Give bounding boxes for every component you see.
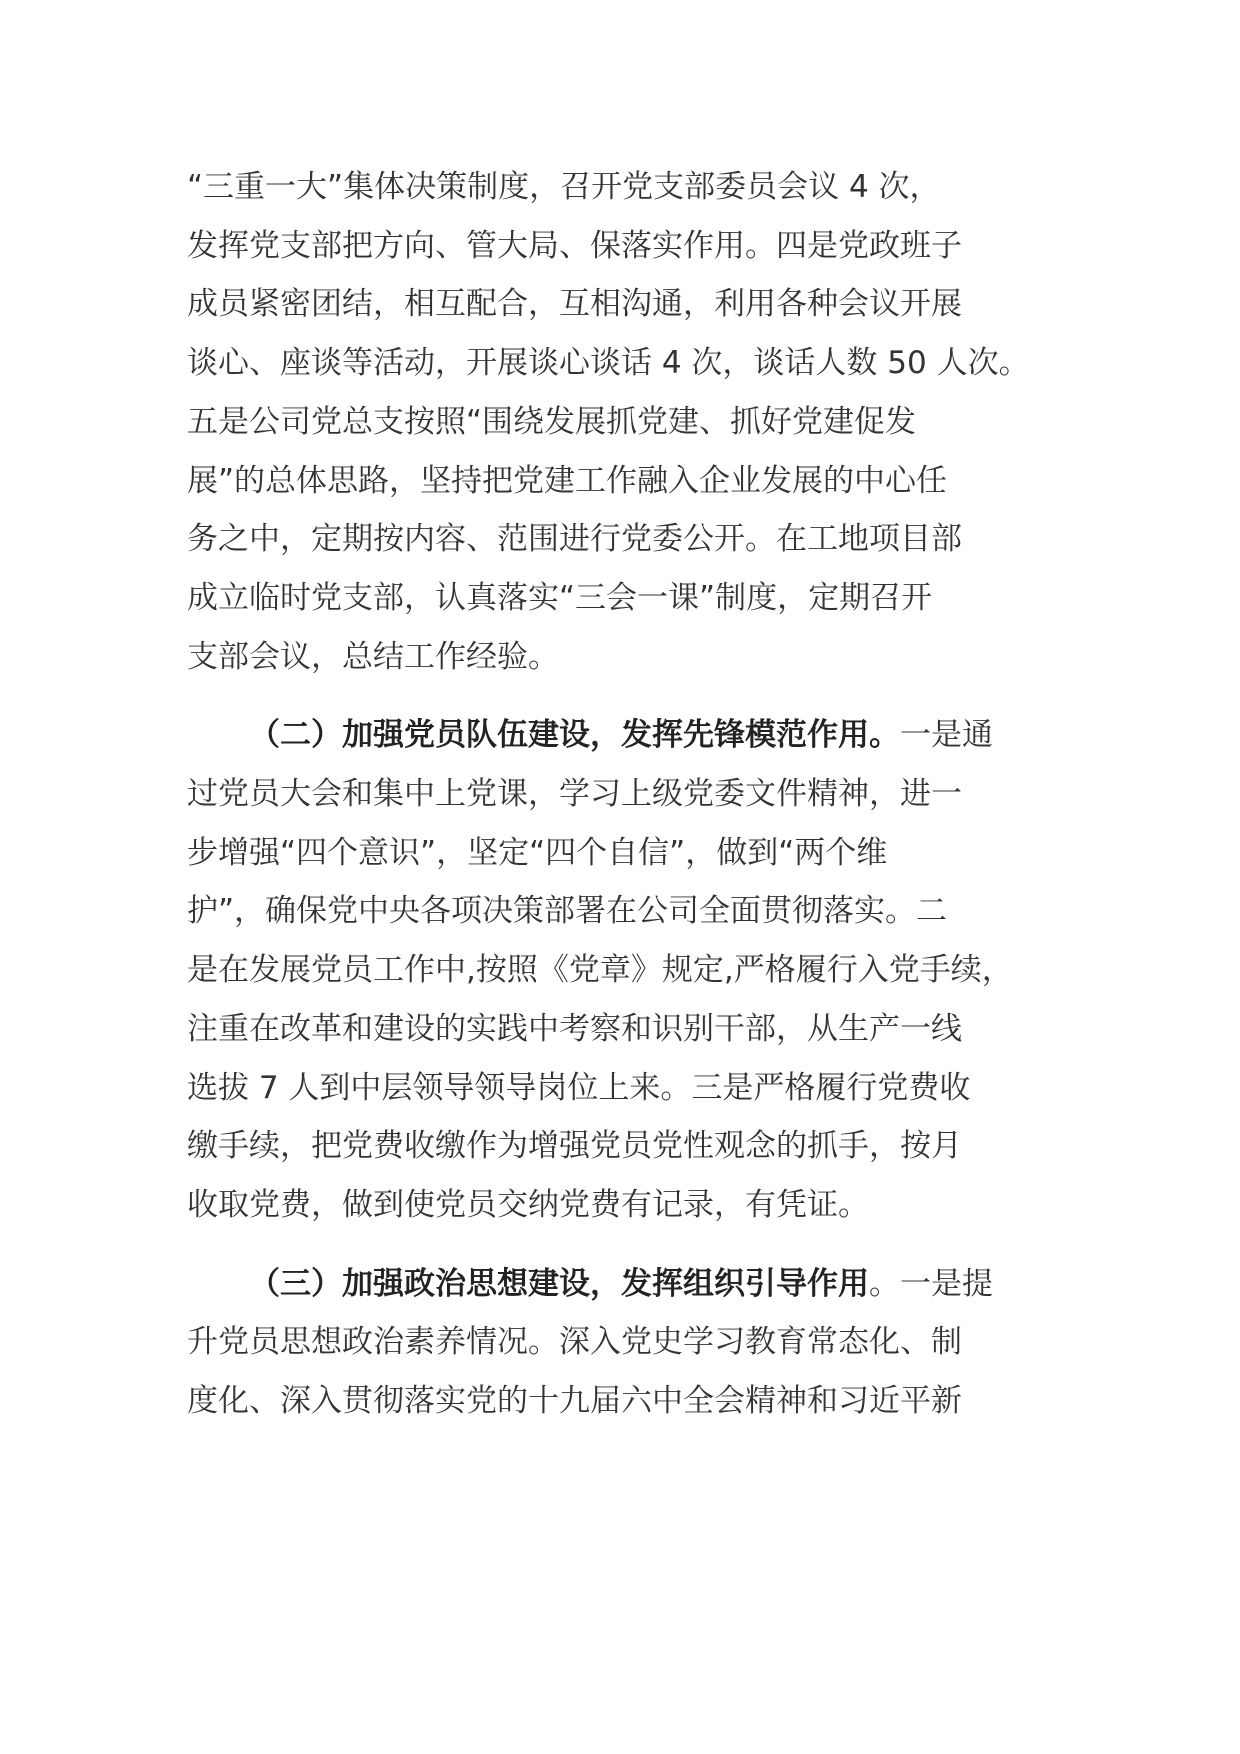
text-line: 成员紧密团结，相互配合，互相沟通，利用各种会议开展 — [187, 286, 962, 323]
paragraph-1 — [187, 158, 1067, 686]
text-line: 护”，确保党中央各项决策部署在公司全面贯彻落实。二 — [187, 893, 948, 930]
document-body — [187, 158, 1067, 1431]
paragraph-spacing — [187, 686, 1067, 706]
paragraph-3-first-line — [187, 1255, 1067, 1314]
text-line: 选拔 7 人到中层领导领导岗位上来。三是严格履行党费收 — [187, 1069, 971, 1106]
text-line: 收取党费，做到使党员交纳党费有记录，有凭证。 — [187, 1186, 869, 1223]
text-line: 升党员思想政治素养情况。深入党史学习教育常态化、制 — [187, 1324, 962, 1361]
text-line: 务之中，定期按内容、范围进行党委公开。在工地项目部 — [187, 521, 962, 558]
paragraph-3 — [187, 1255, 1067, 1431]
text-line: 展”的总体思路，坚持把党建工作融入企业发展的中心任 — [187, 462, 948, 499]
paragraph-spacing — [187, 1235, 1067, 1255]
text-line: 五是公司党总支按照“围绕发展抓党建、抓好党建促发 — [187, 403, 917, 440]
text-line: 发挥党支部把方向、管大局、保落实作用。四是党政班子 — [187, 227, 962, 264]
text-line: 支部会议，总结工作经验。 — [187, 638, 559, 675]
paragraph-2 — [187, 706, 1067, 1234]
text-run: 一是通 — [900, 717, 993, 754]
text-line: 成立临时党支部，认真落实“三会一课”制度，定期召开 — [187, 579, 933, 616]
text-run: 。 — [869, 1265, 900, 1302]
text-line: “三重一大”集体决策制度，召开党支部委员会议 4 次， — [187, 169, 941, 205]
text-line: 注重在改革和建设的实践中考察和识别干部，从生产一线 — [187, 1010, 962, 1047]
text-line: 步增强“四个意识”，坚定“四个自信”，做到“两个维 — [187, 834, 888, 871]
text-line: 过党员大会和集中上党课，学习上级党委文件精神，进一 — [187, 776, 962, 813]
text-line: 谈心、座谈等活动，开展谈心谈话 4 次，谈话人数 50 人次。 — [187, 345, 1030, 382]
section-heading-3: （三）加强政治思想建设，发挥组织引导作用 — [249, 1265, 869, 1302]
text-run: 一是提 — [900, 1265, 993, 1302]
text-line: 度化、深入贯彻落实党的十九届六中全会精神和习近平新 — [187, 1383, 962, 1420]
text-line: 缴手续，把党费收缴作为增强党员党性观念的抓手，按月 — [187, 1128, 962, 1165]
paragraph-2-first-line — [187, 706, 1067, 765]
text-line: 是在发展党员工作中,按照《党章》规定,严格履行入党手续， — [187, 952, 1013, 989]
section-heading-2: （二）加强党员队伍建设，发挥先锋模范作用。 — [249, 717, 900, 754]
